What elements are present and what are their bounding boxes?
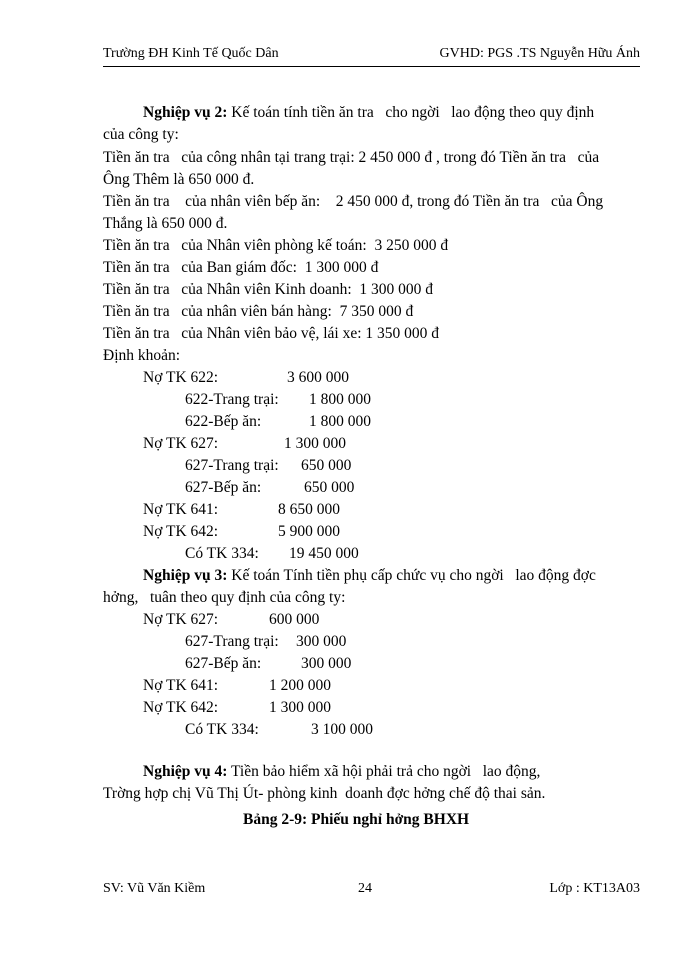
- nv2-entry-amount: 650 000: [301, 457, 352, 474]
- nv2-entry-amount: 3 600 000: [287, 369, 349, 386]
- nv2-entry-acct: 627-Trang trại:: [185, 457, 279, 474]
- nv2-entry-amount: 1 800 000: [309, 391, 371, 408]
- nv2-entry-acct: 622-Trang trại:: [185, 391, 279, 408]
- nv3-heading: [143, 566, 596, 586]
- nv2-line3: Tiền ăn tra của Nhân viên phòng kế toán: 3 250 000 đ: [103, 237, 449, 254]
- table-title: Bảng 2-9: Phiếu nghỉ hởng BHXH: [243, 811, 470, 828]
- nv3-text2: hởng, tuân theo quy định của công ty:: [103, 589, 346, 606]
- nv2-entry-amount: 1 800 000: [309, 413, 371, 430]
- nv2-entry-acct: Nợ TK 642:: [143, 523, 219, 540]
- nv4-heading: [143, 762, 540, 782]
- nv2-entry-acct: Nợ TK 641:: [143, 501, 219, 518]
- nv2-line2b: Thắng là 650 000 đ.: [103, 215, 228, 232]
- nv2-line2a: Tiền ăn tra của nhân viên bếp ăn: 2 450 000 đ, trong đó Tiền ăn tra của Ông: [103, 193, 604, 210]
- nv2-line4: Tiền ăn tra của Ban giám đốc: 1 300 000 đ: [103, 259, 379, 276]
- page-header: [103, 46, 640, 67]
- nv3-entry-acct: Nợ TK 641:: [143, 677, 219, 694]
- nv2-entry-acct: Nợ TK 627:: [143, 435, 219, 452]
- nv2-entry-acct: 627-Bếp ăn:: [185, 479, 262, 496]
- nv2-entry-acct: 622-Bếp ăn:: [185, 413, 262, 430]
- nv3-entry-amount: 1 300 000: [269, 699, 331, 716]
- nv2-heading: [143, 103, 594, 123]
- nv2-line1b: Ông Thêm là 650 000 đ.: [103, 171, 255, 188]
- nv3-entry-amount: 1 200 000: [269, 677, 331, 694]
- nv2-dinh-khoan: Định khoản:: [103, 347, 181, 364]
- nv3-entry-acct: Nợ TK 642:: [143, 699, 219, 716]
- header-advisor: GVHD: PGS .TS Nguyễn Hữu Ánh: [439, 46, 640, 61]
- page-footer: [103, 881, 640, 901]
- nv2-line7: Tiền ăn tra của Nhân viên bảo vệ, lái xe: 1 350 000 đ: [103, 325, 440, 342]
- nv4-label: Nghiệp vụ 4:: [143, 763, 228, 780]
- nv3-entry-acct: 627-Bếp ăn:: [185, 655, 262, 672]
- nv3-entry-acct: Có TK 334:: [185, 721, 259, 738]
- nv2-line1a: Tiền ăn tra của công nhân tại trang trại: 2 450 000 đ , trong đó Tiền ăn tra của: [103, 149, 600, 166]
- nv2-entry-amount: 1 300 000: [284, 435, 346, 452]
- nv3-entry-acct: 627-Trang trại:: [185, 633, 279, 650]
- nv3-entry-amount: 300 000: [301, 655, 352, 672]
- nv3-entry-acct: Nợ TK 627:: [143, 611, 219, 628]
- nv3-entry-amount: 600 000: [269, 611, 320, 628]
- nv2-entry-acct: Nợ TK 622:: [143, 369, 219, 386]
- page-number: 24: [358, 881, 372, 896]
- nv3-text1: Kế toán Tính tiền phụ cấp chức vụ cho ngời lao động đợc: [227, 567, 596, 584]
- nv3-entry-amount: 3 100 000: [311, 721, 373, 738]
- header-school: Trường ĐH Kinh Tế Quốc Dân: [103, 46, 279, 61]
- nv2-line5: Tiền ăn tra của Nhân viên Kinh doanh: 1 300 000 đ: [103, 281, 434, 298]
- nv2-text1: Kế toán tính tiền ăn tra cho ngời lao động theo quy định: [227, 104, 595, 121]
- nv2-label: Nghiệp vụ 2:: [143, 104, 228, 121]
- nv3-label: Nghiệp vụ 3:: [143, 567, 228, 584]
- nv4-text2: Trờng hợp chị Vũ Thị Út- phòng kinh doanh đợc hởng chế độ thai sản.: [103, 785, 546, 802]
- nv2-entry-amount: 5 900 000: [278, 523, 340, 540]
- nv2-entry-amount: 19 450 000: [289, 545, 359, 562]
- nv3-entry-amount: 300 000: [296, 633, 347, 650]
- nv2-entry-acct: Có TK 334:: [185, 545, 259, 562]
- nv4-text1: Tiền bảo hiểm xã hội phải trả cho ngời lao động,: [227, 763, 541, 780]
- footer-student: SV: Vũ Văn Kiềm: [103, 881, 206, 896]
- nv2-entry-amount: 8 650 000: [278, 501, 340, 518]
- footer-class: Lớp : KT13A03: [549, 881, 640, 896]
- nv2-entry-amount: 650 000: [304, 479, 355, 496]
- nv2-text2: của công ty:: [103, 126, 179, 143]
- nv2-line6: Tiền ăn tra của nhân viên bán hàng: 7 350 000 đ: [103, 303, 414, 320]
